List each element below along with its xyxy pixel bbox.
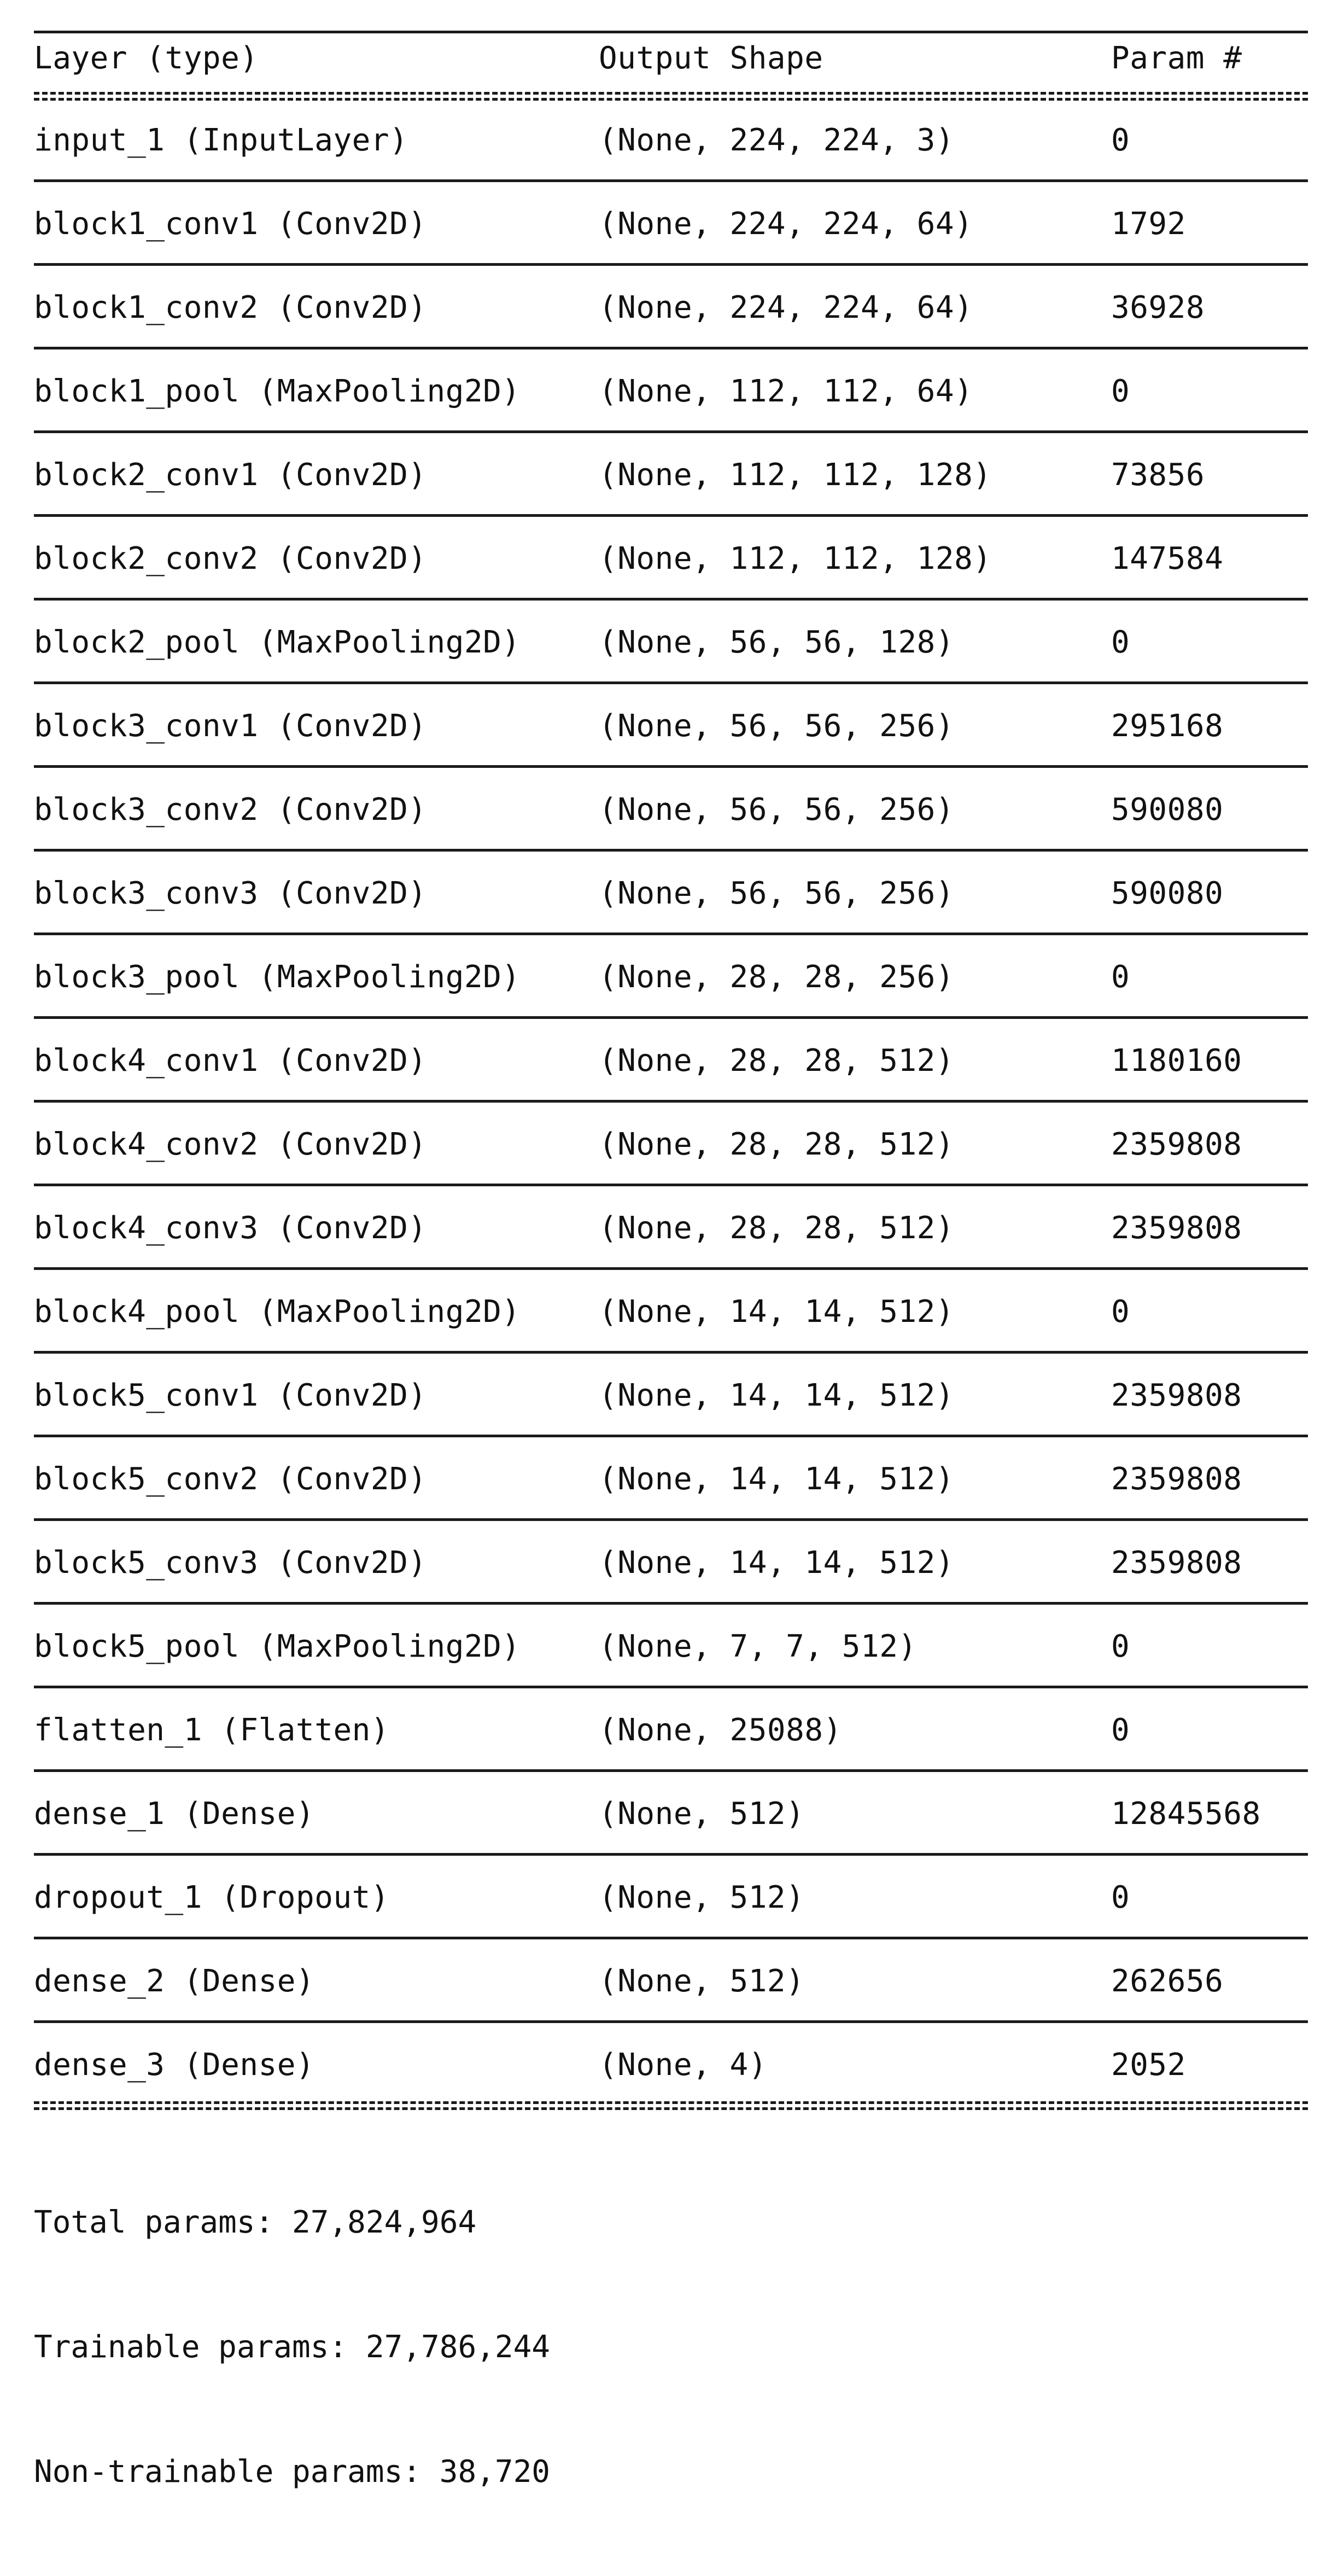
layer-param-count: 147584 <box>1111 541 1224 576</box>
table-row <box>34 1354 1308 1437</box>
layer-param-count: 2359808 <box>1111 1378 1242 1413</box>
layer-output-shape: (None, 224, 224, 64) <box>599 206 973 242</box>
layer-output-shape: (None, 14, 14, 512) <box>599 1461 955 1497</box>
layer-output-shape: (None, 56, 56, 128) <box>599 625 955 660</box>
layer-name: block4_conv3 (Conv2D) <box>34 1210 427 1246</box>
layer-param-count: 0 <box>1111 1880 1130 1915</box>
layer-name: block2_pool (MaxPooling2D) <box>34 625 521 660</box>
layer-param-count: 1180160 <box>1111 1043 1242 1079</box>
layer-name: block2_conv2 (Conv2D) <box>34 541 427 576</box>
header-row <box>34 16 1308 100</box>
layer-param-count: 2359808 <box>1111 1461 1242 1497</box>
layer-param-count: 590080 <box>1111 792 1224 827</box>
table-row <box>34 1437 1308 1521</box>
layer-param-count: 2359808 <box>1111 1127 1242 1162</box>
layer-param-count: 2052 <box>1111 2047 1186 2083</box>
layer-param-count: 0 <box>1111 1629 1130 1664</box>
table-row <box>34 852 1308 935</box>
layer-output-shape: (None, 112, 112, 128) <box>599 457 992 493</box>
layer-param-count: 0 <box>1111 123 1130 158</box>
layer-name: block4_conv1 (Conv2D) <box>34 1043 427 1079</box>
table-row <box>34 182 1308 266</box>
layer-name: block1_conv2 (Conv2D) <box>34 290 427 325</box>
layer-output-shape: (None, 14, 14, 512) <box>599 1545 955 1581</box>
layer-param-count: 295168 <box>1111 708 1224 744</box>
layer-name: block5_conv1 (Conv2D) <box>34 1378 427 1413</box>
trainable-params: Trainable params: 27,786,244 <box>34 2329 551 2365</box>
table-row <box>34 1772 1308 1856</box>
layer-name: block4_conv2 (Conv2D) <box>34 1127 427 1162</box>
layer-name: block3_conv1 (Conv2D) <box>34 708 427 744</box>
layer-name: block5_pool (MaxPooling2D) <box>34 1629 521 1664</box>
layer-output-shape: (None, 56, 56, 256) <box>599 708 955 744</box>
table-row <box>34 1939 1308 2023</box>
header-layer: Layer (type) <box>34 40 259 76</box>
layer-output-shape: (None, 14, 14, 512) <box>599 1294 955 1330</box>
layer-param-count: 590080 <box>1111 876 1224 911</box>
table-row <box>34 1019 1308 1103</box>
layer-param-count: 0 <box>1111 1294 1130 1330</box>
header-param: Param # <box>1111 40 1242 76</box>
layer-name: block5_conv2 (Conv2D) <box>34 1461 427 1497</box>
layer-name: block2_conv1 (Conv2D) <box>34 457 427 493</box>
layer-output-shape: (None, 512) <box>599 1880 805 1915</box>
layer-output-shape: (None, 4) <box>599 2047 767 2083</box>
table-row <box>34 1856 1308 1939</box>
table-row <box>34 1270 1308 1354</box>
layer-name: dense_1 (Dense) <box>34 1796 315 1832</box>
layer-output-shape: (None, 56, 56, 256) <box>599 792 955 827</box>
table-row <box>34 1186 1308 1270</box>
layer-param-count: 0 <box>1111 625 1130 660</box>
layer-name: block1_conv1 (Conv2D) <box>34 206 427 242</box>
table-row <box>34 1103 1308 1186</box>
layer-output-shape: (None, 224, 224, 3) <box>599 123 955 158</box>
table-row <box>34 935 1308 1019</box>
layer-name: block1_pool (MaxPooling2D) <box>34 374 521 409</box>
layer-param-count: 0 <box>1111 959 1130 995</box>
table-row <box>34 1688 1308 1772</box>
layer-param-count: 36928 <box>1111 290 1205 325</box>
table-row <box>34 349 1308 433</box>
table-row <box>34 98 1308 182</box>
layer-param-count: 2359808 <box>1111 1545 1242 1581</box>
layer-param-count: 262656 <box>1111 1963 1224 1999</box>
layer-name: block4_pool (MaxPooling2D) <box>34 1294 521 1330</box>
table-row <box>34 1521 1308 1605</box>
layer-output-shape: (None, 512) <box>599 1796 805 1832</box>
layer-name: dropout_1 (Dropout) <box>34 1880 390 1915</box>
layer-name: block3_conv3 (Conv2D) <box>34 876 427 911</box>
table-row <box>34 2023 1308 2107</box>
table-row <box>34 433 1308 517</box>
layer-output-shape: (None, 512) <box>599 1963 805 1999</box>
layer-output-shape: (None, 112, 112, 128) <box>599 541 992 576</box>
layer-output-shape: (None, 112, 112, 64) <box>599 374 973 409</box>
table-row <box>34 517 1308 601</box>
header-output-shape: Output Shape <box>599 40 823 76</box>
layer-output-shape: (None, 7, 7, 512) <box>599 1629 917 1664</box>
layer-param-count: 12845568 <box>1111 1796 1261 1832</box>
layer-output-shape: (None, 56, 56, 256) <box>599 876 955 911</box>
layer-param-count: 73856 <box>1111 457 1205 493</box>
layer-output-shape: (None, 25088) <box>599 1712 842 1748</box>
layer-output-shape: (None, 28, 28, 512) <box>599 1210 955 1246</box>
bottom-double-rule <box>34 2101 1308 2110</box>
table-row <box>34 684 1308 768</box>
layer-output-shape: (None, 28, 28, 512) <box>599 1127 955 1162</box>
layer-param-count: 1792 <box>1111 206 1186 242</box>
layer-name: block5_conv3 (Conv2D) <box>34 1545 427 1581</box>
total-params: Total params: 27,824,964 <box>34 2205 477 2240</box>
table-row <box>34 768 1308 852</box>
table-row <box>34 266 1308 349</box>
layer-name: block3_pool (MaxPooling2D) <box>34 959 521 995</box>
layer-name: dense_2 (Dense) <box>34 1963 315 1999</box>
table-row <box>34 601 1308 684</box>
layer-param-count: 2359808 <box>1111 1210 1242 1246</box>
layer-output-shape: (None, 224, 224, 64) <box>599 290 973 325</box>
layer-output-shape: (None, 14, 14, 512) <box>599 1378 955 1413</box>
layer-output-shape: (None, 28, 28, 512) <box>599 1043 955 1079</box>
non-trainable-params: Non-trainable params: 38,720 <box>34 2454 551 2490</box>
layer-param-count: 0 <box>1111 1712 1130 1748</box>
layer-name: input_1 (InputLayer) <box>34 123 408 158</box>
totals-block <box>34 2119 550 2576</box>
layer-output-shape: (None, 28, 28, 256) <box>599 959 955 995</box>
table-row <box>34 1605 1308 1688</box>
layer-name: flatten_1 (Flatten) <box>34 1712 390 1748</box>
layer-param-count: 0 <box>1111 374 1130 409</box>
layer-name: dense_3 (Dense) <box>34 2047 315 2083</box>
layer-name: block3_conv2 (Conv2D) <box>34 792 427 827</box>
